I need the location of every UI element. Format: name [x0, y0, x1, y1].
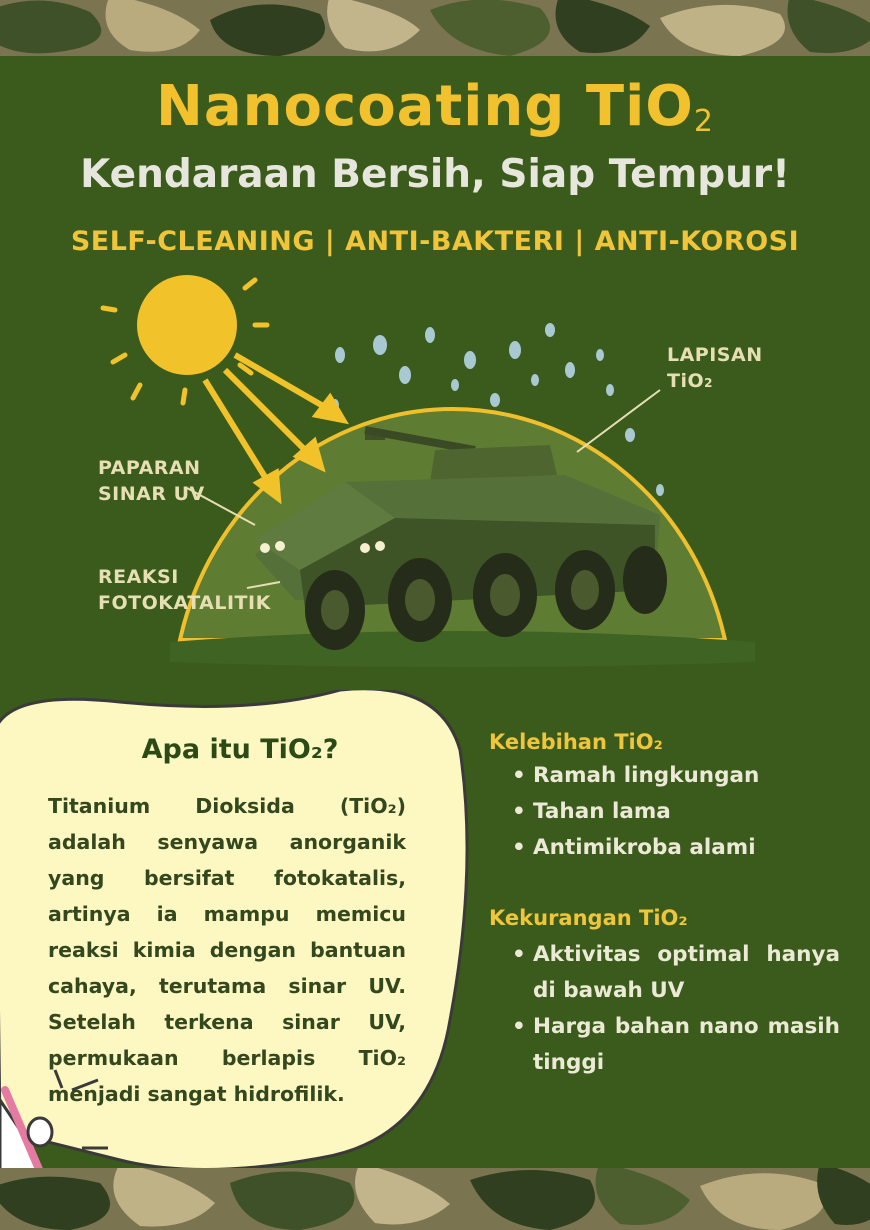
page-subtitle: Kendaraan Bersih, Siap Tempur! [80, 152, 790, 197]
list-item: • Antimikroba alami [510, 830, 840, 866]
list-item: • Tahan lama [510, 794, 840, 830]
advantages-title: Kelebihan TiO₂ [489, 730, 663, 754]
disadvantages-list [510, 937, 840, 1081]
advantages-list [510, 758, 840, 866]
disadvantages-title: Kekurangan TiO₂ [489, 906, 688, 930]
list-item: • Harga bahan nano masih tinggi [510, 1009, 840, 1081]
label-tio2-coating: LAPISAN TiO2 [667, 344, 763, 392]
list-item: • Aktivitas optimal hanya di bawah UV [510, 937, 840, 1009]
what-is-body: Titanium Dioksida (TiO₂) adalah senyawa anorganik yang bersifat fotokatalis, artinya ia mampu memicu reaksi kimia dengan bantuan cahaya, terutama sinar UV. Setelah terkena sinar UV, permukaan berlapis TiO₂ menjadi sangat hidrofilik. [48, 794, 406, 1106]
label-uv-exposure: PAPARAN SINAR UV [98, 457, 205, 505]
list-item: • Ramah lingkungan [510, 758, 840, 794]
camouflage-band-top [0, 0, 870, 56]
what-is-title: Apa itu TiO₂? [141, 734, 339, 765]
label-photocatalytic-reaction: REAKSI FOTOKATALITIK [98, 566, 271, 614]
feature-tags: SELF-CLEANING | ANTI-BAKTERI | ANTI-KOROSI [70, 226, 800, 257]
camouflage-band-bottom [0, 1168, 870, 1230]
page-title: Nanocoating TiO$_2$ [156, 74, 714, 139]
